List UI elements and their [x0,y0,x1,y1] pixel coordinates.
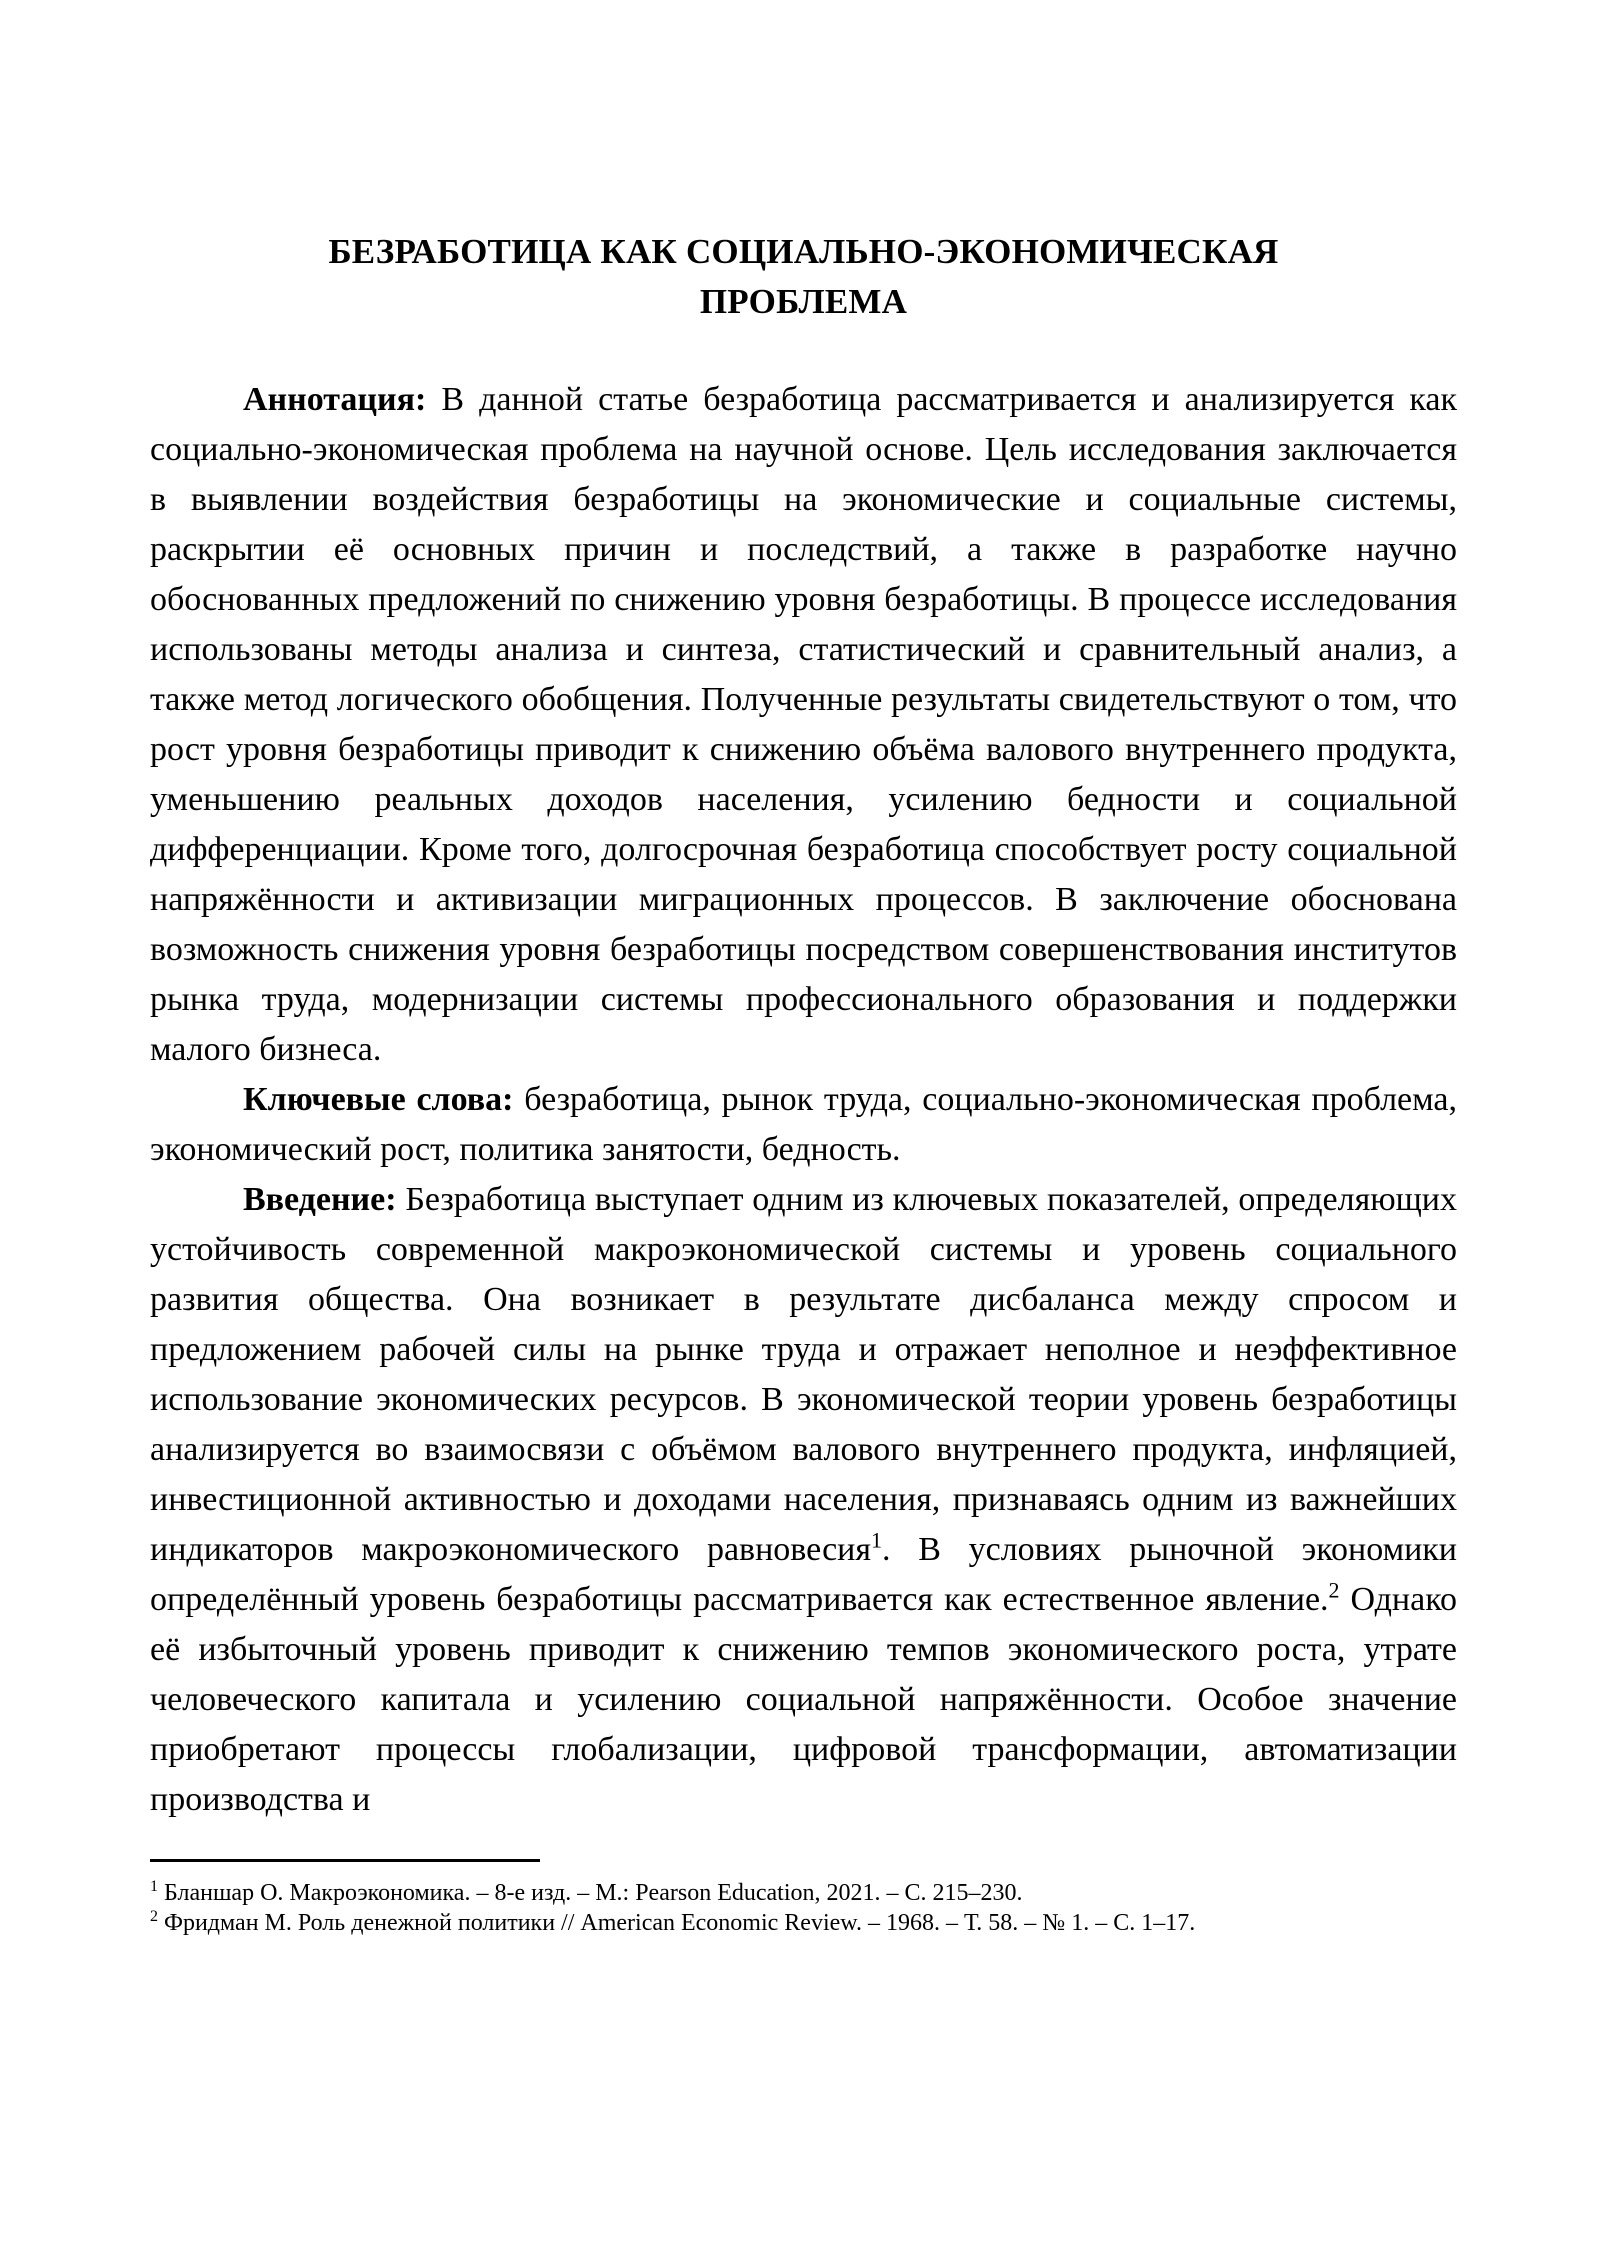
footnote-2 [150,1908,1457,1938]
footnotes-section [150,1859,1457,1938]
article-title [150,227,1457,327]
keywords-paragraph [150,1075,1457,1175]
footnote-2-text: Фридман М. Роль денежной политики // American Economic Review. – 1968. – Т. 58. – № 1. – С. 1–17. [164,1910,1196,1936]
footnote-2-marker: 2 [150,1908,158,1925]
abstract-text: В данной статье безработица рассматривается и анализируется как социально-экономическая проблема на научной основе. Цель исследования заключается в выявлении воздействия безработицы на экономические и социальные системы, раскрытии её основных причин и последствий, а также в разработке научно обоснованных предложений по снижению уровня безработицы. В процессе исследования использованы методы анализа и синтеза, статистический и сравнительный анализ, а также метод логического обобщения. Полученные результаты свидетельствуют о том, что рост уровня безработицы приводит к снижению объёма валового внутреннего продукта, уменьшению реальных доходов населения, усилению бедности и социальной дифференциации. Кроме того, долгосрочная безработица способствует росту социальной напряжённости и активизации миграционных процессов. В заключение обоснована возможность снижения уровня безработицы посредством совершенствования институтов рынка труда, модернизации системы профессионального образования и поддержки малого бизнеса. [150,381,1458,1068]
abstract-label: Аннотация: [243,381,427,418]
footnote-1-text: Бланшар О. Макроэкономика. – 8-е изд. – М.: Pearson Education, 2021. – С. 215–230. [164,1880,1023,1906]
footnote-1-marker: 1 [150,1878,158,1895]
article-title-line2: ПРОБЛЕМА [699,282,908,321]
introduction-text-part1: Безработица выступает одним из ключевых показателей, определяющих устойчивость современной макроэкономической системы и уровень социального развития общества. Она возникает в результате дисбаланса между спросом и предложением рабочей силы на рынке труда и отражает неполное и неэффективное использование экономических ресурсов. В экономической теории уровень безработицы анализируется во взаимосвязи с объёмом валового внутреннего продукта, инфляцией, инвестиционной активностью и доходами населения, признаваясь одним из важнейших индикаторов макроэкономического равновесия [150,1181,1458,1568]
footnote-ref-1: 1 [871,1527,883,1553]
keywords-label: Ключевые слова: [243,1081,514,1118]
article-title-line1: БЕЗРАБОТИЦА КАК СОЦИАЛЬНО-ЭКОНОМИЧЕСКАЯ [328,232,1279,271]
footnote-ref-2: 2 [1328,1577,1340,1603]
introduction-label: Введение: [243,1181,397,1218]
introduction-text-part3: Однако её избыточный уровень приводит к снижению темпов экономического роста, утрате человеческого капитала и усилению социальной напряжённости. Особое значение приобретают процессы глобализации, цифровой трансформации, автоматизации производства и [150,1581,1457,1818]
abstract-paragraph [150,375,1457,1075]
keywords-text: безработица, рынок труда, социально-экономическая проблема, экономический рост, политика занятости, бедность. [150,1081,1457,1168]
introduction-text-part2: . В условиях рыночной экономики определённый уровень безработицы рассматривается как естественное явление. [150,1531,1457,1618]
introduction-paragraph [150,1175,1457,1825]
footnote-1 [150,1878,1457,1908]
footnote-separator [150,1859,540,1862]
